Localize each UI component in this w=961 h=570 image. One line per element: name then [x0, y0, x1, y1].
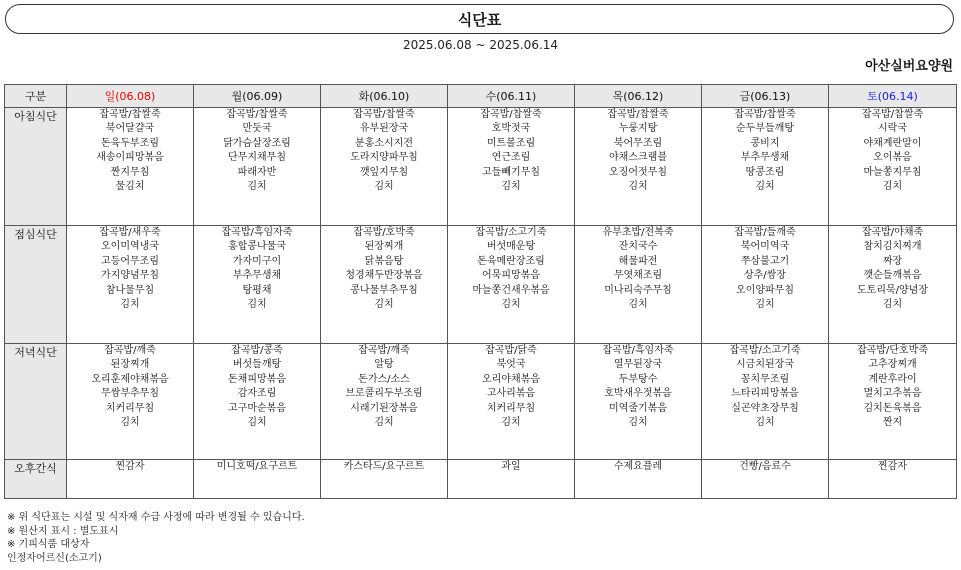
note-line: ※ 위 식단표는 시설 및 식자재 수급 사정에 따라 변경될 수 있습니다. — [7, 512, 305, 523]
menu-item: 잡곡밥/닭죽 — [485, 345, 537, 356]
menu-cell-monday — [194, 226, 321, 344]
menu-item: 연근조림 — [491, 152, 531, 164]
menu-item: 잡곡밥/찹쌀죽 — [99, 109, 161, 120]
menu-cell-saturday — [829, 108, 957, 226]
header-day-monday: 월(06.09) — [194, 85, 321, 108]
header-day-sunday: 일(06.08) — [67, 85, 194, 108]
menu-item: 무엿채조림 — [613, 270, 663, 282]
note-line: 인정자어르신(소고기) — [7, 552, 102, 564]
menu-item: 열무된장국 — [613, 359, 663, 371]
menu-cell-friday — [702, 460, 829, 499]
menu-item: 잡곡밥/찹쌀죽 — [480, 109, 542, 120]
menu-item: 실곤약초장무침 — [731, 402, 799, 414]
menu-item: 부추무생채 — [232, 270, 282, 282]
menu-item: 오이양파무침 — [736, 284, 794, 296]
menu-item: 오리야채볶음 — [482, 373, 540, 385]
menu-item: 닭볶음탕 — [364, 255, 404, 267]
menu-item: 콩나물부추무침 — [350, 284, 418, 296]
header-row — [5, 85, 957, 108]
menu-item: 청경채두반장볶음 — [345, 270, 423, 282]
menu-item: 호박새우젓볶음 — [604, 388, 672, 400]
menu-item: 알탕 — [374, 359, 394, 371]
menu-cell-saturday — [829, 344, 957, 460]
menu-item: 김치 — [374, 181, 394, 193]
menu-item: 잡곡밥/들깨죽 — [734, 227, 796, 238]
menu-cell-wednesday — [448, 226, 575, 344]
header-day-wednesday: 수(06.11) — [448, 85, 575, 108]
snack-row — [5, 460, 957, 499]
menu-item: 김치 — [247, 299, 267, 311]
menu-item: 땅콩조림 — [745, 166, 785, 178]
menu-item: 찐감자 — [878, 461, 907, 472]
menu-item: 가자미구이 — [232, 255, 282, 267]
menu-item: 짜장 — [882, 255, 903, 267]
menu-item: 북어무조림 — [613, 137, 663, 149]
menu-cell-saturday — [829, 226, 957, 344]
meal-label: 아침식단 — [5, 108, 67, 226]
facility-name: 아산실버요양원 — [865, 59, 953, 74]
date-range: 2025.06.08 ~ 2025.06.14 — [402, 38, 559, 52]
menu-item: 멸치고추볶음 — [863, 388, 922, 400]
menu-cell-friday — [702, 108, 829, 226]
menu-item: 김치 — [755, 299, 775, 311]
menu-item: 잡곡밥/소고기죽 — [729, 345, 801, 356]
menu-cell-tuesday — [321, 108, 448, 226]
menu-item: 호박젓국 — [491, 123, 531, 135]
menu-cell-friday — [702, 344, 829, 460]
menu-item: 북엇국 — [496, 359, 526, 371]
menu-item: 고들빼기무침 — [482, 166, 540, 178]
menu-item: 부추무생채 — [740, 152, 790, 164]
menu-item: 잡곡밥/호박죽 — [353, 227, 415, 238]
menu-item: 쭈삼불고기 — [740, 255, 790, 267]
menu-item: 김치 — [882, 181, 903, 193]
menu-cell-wednesday — [448, 344, 575, 460]
menu-item: 김치 — [882, 299, 903, 311]
menu-item: 마늘쫑지무침 — [863, 166, 922, 178]
menu-item: 고등어무조림 — [101, 255, 159, 267]
menu-item: 콩비지 — [750, 137, 780, 149]
menu-title-box — [5, 4, 954, 34]
menu-cell-monday — [194, 108, 321, 226]
weekly-menu-table — [4, 84, 957, 499]
menu-item: 잡곡밥/흑임자죽 — [602, 345, 674, 356]
header-day-saturday: 토(06.14) — [829, 85, 957, 108]
menu-item: 물김치 — [115, 181, 145, 193]
menu-item: 만둣국 — [242, 123, 272, 135]
menu-item: 마늘쫑건새우볶음 — [472, 284, 550, 296]
menu-item: 잡곡밥/단호박죽 — [857, 345, 928, 356]
menu-cell-sunday — [67, 460, 194, 499]
menu-item: 시락국 — [878, 123, 907, 135]
menu-item: 계란후라이 — [868, 373, 917, 385]
menu-item: 느타리피망볶음 — [731, 388, 799, 400]
menu-item: 오징어젓무침 — [609, 166, 667, 178]
menu-item: 미역줄기볶음 — [609, 402, 667, 414]
menu-item: 김치 — [628, 181, 648, 193]
header-day-friday: 금(06.13) — [702, 85, 829, 108]
menu-item: 잡곡밥/콩죽 — [231, 345, 283, 356]
menu-item: 잡곡밥/찹쌀죽 — [734, 109, 796, 120]
menu-item: 깻잎지무침 — [359, 166, 409, 178]
menu-item: 잡곡밥/흑임자죽 — [221, 227, 293, 238]
menu-item: 유부된장국 — [359, 123, 409, 135]
menu-item: 잡곡밥/찹쌀죽 — [861, 109, 924, 120]
menu-item: 김치 — [628, 417, 648, 429]
menu-item: 잡곡밥/새우죽 — [99, 227, 161, 238]
menu-item: 치커리무침 — [105, 402, 155, 414]
menu-item: 수제요플레 — [613, 461, 663, 472]
menu-cell-wednesday — [448, 108, 575, 226]
menu-item: 김치 — [120, 299, 140, 311]
menu-item: 오리훈제야채볶음 — [91, 373, 169, 385]
menu-item: 고구마순볶음 — [228, 402, 286, 414]
menu-item: 김치 — [374, 299, 394, 311]
menu-item: 김치 — [120, 417, 140, 429]
menu-item: 두부탕수 — [618, 373, 658, 385]
menu-item: 분홍소시지전 — [355, 137, 413, 149]
menu-item: 김치 — [374, 417, 394, 429]
menu-item: 브로콜리두부조림 — [345, 388, 423, 400]
menu-item: 김치 — [501, 181, 521, 193]
menu-item: 미나리숙주무침 — [604, 284, 672, 296]
menu-item: 참나물무침 — [105, 284, 155, 296]
menu-item: 가지양념무침 — [101, 270, 159, 282]
menu-cell-sunday — [67, 108, 194, 226]
menu-cell-thursday — [575, 108, 702, 226]
menu-item: 김치 — [501, 299, 521, 311]
menu-item: 미트볼조림 — [486, 137, 536, 149]
menu-cell-tuesday — [321, 226, 448, 344]
menu-item: 치커리무침 — [486, 402, 536, 414]
menu-item: 짠지무침 — [110, 166, 150, 178]
note-line: ※ 원산지 표시 : 별도표시 — [7, 525, 119, 537]
menu-item: 시금치된장국 — [736, 359, 794, 371]
menu-item: 도토리묵/양념장 — [857, 284, 928, 296]
menu-item: 버섯매운탕 — [486, 241, 536, 253]
menu-item: 김치 — [501, 417, 521, 429]
menu-item: 잡곡밥/깨죽 — [104, 345, 156, 356]
menu-item: 오이볶음 — [873, 152, 912, 164]
menu-item: 김치 — [755, 417, 775, 429]
note-line: ※ 기피식품 대상자 — [7, 539, 90, 550]
menu-item: 돈가스/소스 — [358, 373, 410, 385]
menu-item: 홍합콩나물국 — [228, 241, 286, 253]
menu-item: 시래기된장볶음 — [350, 402, 418, 414]
meal-label: 오후간식 — [5, 460, 67, 499]
menu-item: 꽁치무조림 — [740, 373, 790, 385]
menu-item: 김치 — [247, 181, 267, 193]
menu-item: 잡곡밥/야채죽 — [861, 227, 924, 238]
menu-cell-tuesday — [321, 460, 448, 499]
menu-item: 돈육두부조림 — [101, 137, 159, 149]
menu-cell-friday — [702, 226, 829, 344]
menu-item: 김치 — [628, 299, 648, 311]
menu-cell-monday — [194, 460, 321, 499]
menu-item: 어묵피망볶음 — [482, 270, 540, 282]
meal-label: 저녁식단 — [5, 344, 67, 460]
menu-item: 누룽지탕 — [618, 123, 658, 135]
notes — [7, 511, 305, 565]
menu-item: 고추장찌개 — [868, 359, 917, 371]
menu-item: 김치돈육볶음 — [863, 402, 922, 414]
menu-item: 깻순들깨볶음 — [863, 270, 922, 282]
menu-item: 순두부들깨탕 — [736, 123, 794, 135]
menu-cell-sunday — [67, 226, 194, 344]
menu-item: 파래자반 — [237, 166, 277, 178]
menu-item: 잡곡밥/찹쌀죽 — [353, 109, 415, 120]
menu-item: 잡곡밥/깨죽 — [358, 345, 410, 356]
menu-cell-tuesday — [321, 344, 448, 460]
menu-item: 미니호떡/요구르트 — [216, 461, 298, 472]
menu-item: 돈채피망볶음 — [228, 373, 286, 385]
menu-item: 북어달걀국 — [105, 123, 155, 135]
menu-item: 돈육메란장조림 — [477, 255, 545, 267]
menu-cell-monday — [194, 344, 321, 460]
header-day-tuesday: 화(06.10) — [321, 85, 448, 108]
lunch-row — [5, 226, 957, 344]
breakfast-row — [5, 108, 957, 226]
menu-cell-sunday — [67, 344, 194, 460]
menu-item: 새송이피망볶음 — [96, 152, 164, 164]
menu-item: 과일 — [501, 461, 521, 472]
menu-item: 김치 — [247, 417, 267, 429]
menu-item: 잡곡밥/찹쌀죽 — [226, 109, 288, 120]
menu-cell-wednesday — [448, 460, 575, 499]
menu-item: 김치 — [755, 181, 775, 193]
menu-item: 탕평채 — [242, 284, 272, 296]
menu-item: 건빵/음료수 — [739, 461, 791, 472]
menu-item: 해물파전 — [618, 255, 658, 267]
menu-item: 된장찌개 — [110, 359, 150, 371]
menu-cell-thursday — [575, 460, 702, 499]
menu-item: 야채계란말이 — [863, 137, 922, 149]
menu-item: 닭가슴살장조림 — [223, 137, 291, 149]
menu-item: 무쌈부추무침 — [101, 388, 159, 400]
menu-item: 찐감자 — [115, 461, 145, 472]
page-title: 식단표 — [457, 10, 502, 29]
menu-item: 도라지양파무침 — [350, 152, 418, 164]
menu-item: 오이미역냉국 — [101, 241, 159, 253]
menu-item: 감자조림 — [237, 388, 277, 400]
menu-item: 단무지채무침 — [228, 152, 286, 164]
header-day-thursday: 목(06.12) — [575, 85, 702, 108]
menu-item: 잡곡밥/찹쌀죽 — [607, 109, 669, 120]
meal-label: 점심식단 — [5, 226, 67, 344]
menu-item: 잡곡밥/소고기죽 — [475, 227, 547, 238]
menu-item: 참치김치찌개 — [863, 241, 922, 253]
menu-item: 유부초밥/전복죽 — [602, 227, 674, 238]
menu-cell-thursday — [575, 344, 702, 460]
menu-item: 된장찌개 — [364, 241, 404, 253]
menu-item: 야채스크램블 — [609, 152, 667, 164]
menu-item: 버섯들깨탕 — [232, 359, 282, 371]
menu-cell-saturday — [829, 460, 957, 499]
menu-item: 잔치국수 — [618, 241, 658, 253]
dinner-row — [5, 344, 957, 460]
menu-item: 고사리볶음 — [486, 388, 536, 400]
menu-item: 카스타드/요구르트 — [343, 461, 425, 472]
header-corner: 구분 — [5, 85, 67, 108]
menu-cell-thursday — [575, 226, 702, 344]
menu-item: 짠지 — [882, 417, 903, 429]
menu-item: 북어미역국 — [740, 241, 790, 253]
menu-item: 상추/쌈장 — [743, 270, 786, 282]
